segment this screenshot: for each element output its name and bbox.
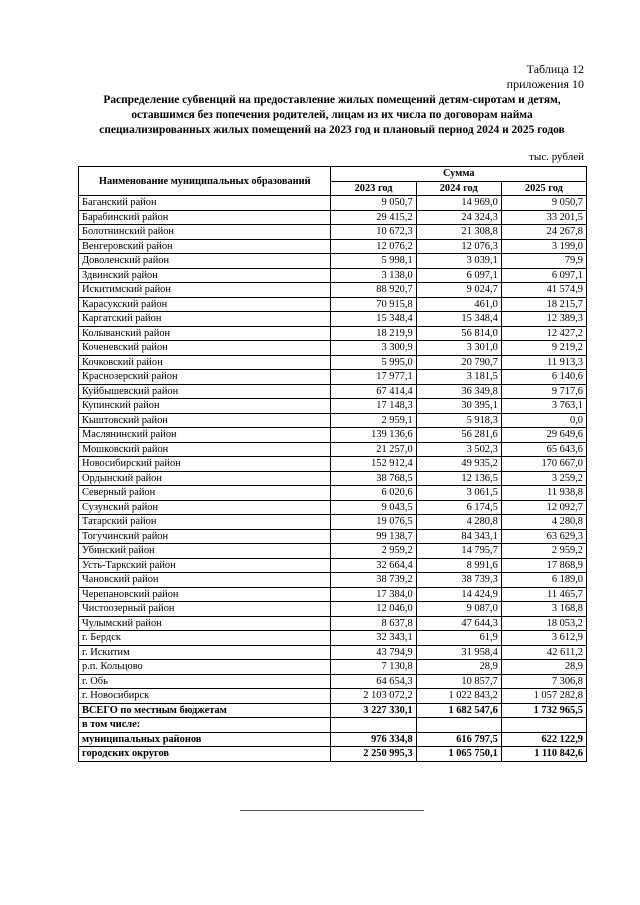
municipality-name-cell: Колыванский район [79, 326, 331, 341]
amount-cell: 88 920,7 [331, 283, 416, 298]
amount-cell: 17 868,9 [501, 558, 586, 573]
amount-cell: 4 280,8 [416, 515, 501, 530]
amount-cell: 36 349,8 [416, 384, 501, 399]
amount-cell: 1 022 843,2 [416, 689, 501, 704]
amount-cell: 38 739,2 [331, 573, 416, 588]
amount-cell: 42 611,2 [501, 645, 586, 660]
table-row [79, 370, 587, 385]
table-row [79, 602, 587, 617]
total-row [79, 703, 587, 718]
amount-cell: 6 097,1 [416, 268, 501, 283]
amount-cell: 24 267,8 [501, 225, 586, 240]
amount-cell: 18 219,9 [331, 326, 416, 341]
amount-cell: 1 057 282,8 [501, 689, 586, 704]
amount-cell: 3 763,1 [501, 399, 586, 414]
amount-cell: 15 348,4 [331, 312, 416, 327]
municipality-name-cell: Тогучинский район [79, 529, 331, 544]
amount-cell: 9 050,7 [331, 196, 416, 211]
amount-cell: 28,9 [416, 660, 501, 675]
amount-cell: 3 039,1 [416, 254, 501, 269]
municipality-name-cell: Баганский район [79, 196, 331, 211]
amount-cell: 11 913,3 [501, 355, 586, 370]
amount-cell: 14 969,0 [416, 196, 501, 211]
municipality-name-cell: Барабинский район [79, 210, 331, 225]
name-column-header: Наименование муниципальных образований [79, 167, 331, 196]
municipality-name-cell: г. Бердск [79, 631, 331, 646]
amount-cell: 31 958,4 [416, 645, 501, 660]
amount-cell: 17 977,1 [331, 370, 416, 385]
amount-cell: 6 097,1 [501, 268, 586, 283]
municipality-name-cell: г. Обь [79, 674, 331, 689]
amount-cell: 8 991,6 [416, 558, 501, 573]
amount-cell: 18 053,2 [501, 616, 586, 631]
table-row [79, 660, 587, 675]
including-label: в том числе: [79, 718, 331, 733]
amount-cell: 6 020,6 [331, 486, 416, 501]
subtotal-row [79, 732, 587, 747]
amount-cell: 20 790,7 [416, 355, 501, 370]
table-row [79, 544, 587, 559]
amount-cell: 33 201,5 [501, 210, 586, 225]
empty-cell [416, 718, 501, 733]
amount-cell: 3 259,2 [501, 471, 586, 486]
amount-cell: 3 061,5 [416, 486, 501, 501]
table-row [79, 457, 587, 472]
municipality-name-cell: Коченевский район [79, 341, 331, 356]
amount-cell: 99 138,7 [331, 529, 416, 544]
table-row [79, 355, 587, 370]
table-caption [507, 62, 584, 92]
table-row [79, 239, 587, 254]
amount-cell: 49 935,2 [416, 457, 501, 472]
amount-cell: 12 076,3 [416, 239, 501, 254]
municipality-name-cell: Северный район [79, 486, 331, 501]
table-row [79, 413, 587, 428]
empty-cell [331, 718, 416, 733]
municipality-name-cell: Кыштовский район [79, 413, 331, 428]
amount-cell: 17 384,0 [331, 587, 416, 602]
table-row [79, 529, 587, 544]
amount-cell: 9 050,7 [501, 196, 586, 211]
amount-cell: 24 324,3 [416, 210, 501, 225]
municipality-name-cell: Сузунский район [79, 500, 331, 515]
amount-cell: 29 649,6 [501, 428, 586, 443]
amount-cell: 12 092,7 [501, 500, 586, 515]
year-header: 2025 год [501, 181, 586, 196]
municipality-name-cell: г. Новосибирск [79, 689, 331, 704]
amount-cell: 32 343,1 [331, 631, 416, 646]
amount-cell: 28,9 [501, 660, 586, 675]
amount-cell: 3 227 330,1 [331, 703, 416, 718]
table-row [79, 210, 587, 225]
amount-cell: 2 959,1 [331, 413, 416, 428]
amount-cell: 461,0 [416, 297, 501, 312]
amount-cell: 139 136,6 [331, 428, 416, 443]
amount-cell: 9 087,0 [416, 602, 501, 617]
amount-cell: 15 348,4 [416, 312, 501, 327]
municipality-name-cell: Искитимский район [79, 283, 331, 298]
amount-cell: 67 414,4 [331, 384, 416, 399]
amount-cell: 6 189,0 [501, 573, 586, 588]
municipality-name-cell: Черепановский район [79, 587, 331, 602]
amount-cell: 7 306,8 [501, 674, 586, 689]
table-row [79, 254, 587, 269]
amount-cell: 30 395,1 [416, 399, 501, 414]
municipality-name-cell: р.п. Кольцово [79, 660, 331, 675]
appendix-label: приложения 10 [506, 77, 584, 91]
table-row [79, 196, 587, 211]
municipality-name-cell: Чистоозерный район [79, 602, 331, 617]
amount-cell: 12 427,2 [501, 326, 586, 341]
municipality-name-cell: муниципальных районов [79, 732, 331, 747]
table-row [79, 486, 587, 501]
amount-cell: 12 389,3 [501, 312, 586, 327]
amount-cell: 56 814,0 [416, 326, 501, 341]
amount-cell: 41 574,9 [501, 283, 586, 298]
year-header: 2023 год [331, 181, 416, 196]
amount-cell: 1 110 842,6 [501, 747, 586, 762]
amount-cell: 38 768,5 [331, 471, 416, 486]
municipality-name-cell: Краснозерский район [79, 370, 331, 385]
amount-cell: 9 717,6 [501, 384, 586, 399]
subsidy-table [78, 166, 587, 762]
amount-cell: 2 103 072,2 [331, 689, 416, 704]
including-row [79, 718, 587, 733]
municipality-name-cell: Чановский район [79, 573, 331, 588]
amount-cell: 12 076,2 [331, 239, 416, 254]
amount-cell: 1 065 750,1 [416, 747, 501, 762]
table-row [79, 689, 587, 704]
amount-cell: 84 343,1 [416, 529, 501, 544]
amount-cell: 0,0 [501, 413, 586, 428]
table-row [79, 558, 587, 573]
amount-cell: 3 612,9 [501, 631, 586, 646]
amount-cell: 17 148,3 [331, 399, 416, 414]
amount-cell: 38 739,3 [416, 573, 501, 588]
amount-cell: 12 136,5 [416, 471, 501, 486]
amount-cell: 79,9 [501, 254, 586, 269]
amount-cell: 616 797,5 [416, 732, 501, 747]
document-title: Распределение субвенций на предоставление жилых помещений детям-сиротам и детям, оставшимся без попечения родителей, лицам из их числа по договорам найма специализированных жилых помещений на 2023 год и плановый период 2024 и 2025 годов [99, 94, 565, 136]
amount-cell: 5 995,0 [331, 355, 416, 370]
amount-cell: 6 140,6 [501, 370, 586, 385]
municipality-name-cell: Новосибирский район [79, 457, 331, 472]
municipality-name-cell: Чулымский район [79, 616, 331, 631]
amount-cell: 65 643,6 [501, 442, 586, 457]
amount-cell: 64 654,3 [331, 674, 416, 689]
amount-cell: 9 219,2 [501, 341, 586, 356]
table-row [79, 326, 587, 341]
municipality-name-cell: Болотнинский район [79, 225, 331, 240]
municipality-name-cell: Купинский район [79, 399, 331, 414]
municipality-name-cell: Здвинский район [79, 268, 331, 283]
table-row [79, 573, 587, 588]
table-row [79, 312, 587, 327]
amount-cell: 29 415,2 [331, 210, 416, 225]
amount-cell: 21 308,8 [416, 225, 501, 240]
municipality-name-cell: Усть-Таркский район [79, 558, 331, 573]
amount-cell: 3 199,0 [501, 239, 586, 254]
amount-cell: 3 301,0 [416, 341, 501, 356]
amount-cell: 5 998,1 [331, 254, 416, 269]
amount-cell: 3 502,3 [416, 442, 501, 457]
amount-cell: 19 076,5 [331, 515, 416, 530]
amount-cell: 3 300,9 [331, 341, 416, 356]
table-row [79, 587, 587, 602]
amount-cell: 21 257,0 [331, 442, 416, 457]
table-row [79, 674, 587, 689]
municipality-name-cell: городских округов [79, 747, 331, 762]
amount-cell: 170 667,0 [501, 457, 586, 472]
amount-cell: 2 250 995,3 [331, 747, 416, 762]
amount-cell: 61,9 [416, 631, 501, 646]
municipality-name-cell: Доволенский район [79, 254, 331, 269]
table-body [79, 196, 587, 762]
table-row [79, 268, 587, 283]
municipality-name-cell: Убинский район [79, 544, 331, 559]
amount-cell: 56 281,6 [416, 428, 501, 443]
amount-cell: 4 280,8 [501, 515, 586, 530]
amount-cell: 1 682 547,6 [416, 703, 501, 718]
amount-cell: 6 174,5 [416, 500, 501, 515]
amount-cell: 2 959,2 [331, 544, 416, 559]
municipality-name-cell: г. Искитим [79, 645, 331, 660]
amount-cell: 5 918,3 [416, 413, 501, 428]
table-row [79, 283, 587, 298]
table-row [79, 442, 587, 457]
municipality-name-cell: Маслянинский район [79, 428, 331, 443]
year-header: 2024 год [416, 181, 501, 196]
amount-cell: 14 424,9 [416, 587, 501, 602]
amount-cell: 2 959,2 [501, 544, 586, 559]
amount-cell: 976 334,8 [331, 732, 416, 747]
amount-cell: 3 181,5 [416, 370, 501, 385]
amount-cell: 622 122,9 [501, 732, 586, 747]
empty-cell [501, 718, 586, 733]
table-number: Таблица 12 [526, 62, 584, 76]
amount-cell: 9 043,5 [331, 500, 416, 515]
table-row [79, 428, 587, 443]
amount-cell: 70 915,8 [331, 297, 416, 312]
amount-cell: 18 215,7 [501, 297, 586, 312]
amount-cell: 32 664,4 [331, 558, 416, 573]
table-row [79, 500, 587, 515]
amount-cell: 3 168,8 [501, 602, 586, 617]
amount-cell: 3 138,0 [331, 268, 416, 283]
amount-cell: 47 644,3 [416, 616, 501, 631]
footer-divider [240, 810, 424, 811]
table-row [79, 471, 587, 486]
municipality-name-cell: Венгеровский район [79, 239, 331, 254]
amount-cell: 63 629,3 [501, 529, 586, 544]
amount-cell: 11 465,7 [501, 587, 586, 602]
table-row [79, 631, 587, 646]
amount-cell: 11 938,8 [501, 486, 586, 501]
table-row [79, 225, 587, 240]
municipality-name-cell: Куйбышевский район [79, 384, 331, 399]
table-row [79, 515, 587, 530]
amount-cell: 9 024,7 [416, 283, 501, 298]
amount-cell: 152 912,4 [331, 457, 416, 472]
amount-cell: 1 732 965,5 [501, 703, 586, 718]
table-row [79, 399, 587, 414]
municipality-name-cell: Карасукский район [79, 297, 331, 312]
amount-cell: 10 857,7 [416, 674, 501, 689]
municipality-name-cell: Ордынский район [79, 471, 331, 486]
table-row [79, 384, 587, 399]
municipality-name-cell: Мошковский район [79, 442, 331, 457]
sum-column-header: Сумма [331, 167, 587, 182]
amount-cell: 10 672,3 [331, 225, 416, 240]
table-row [79, 645, 587, 660]
amount-cell: 14 795,7 [416, 544, 501, 559]
table-row [79, 297, 587, 312]
amount-cell: 8 637,8 [331, 616, 416, 631]
municipality-name-cell: Кочковский район [79, 355, 331, 370]
subtotal-row [79, 747, 587, 762]
table-row [79, 341, 587, 356]
amount-cell: 43 794,9 [331, 645, 416, 660]
table-row [79, 616, 587, 631]
municipality-name-cell: Каргатский район [79, 312, 331, 327]
municipality-name-cell: ВСЕГО по местным бюджетам [79, 703, 331, 718]
amount-cell: 7 130,8 [331, 660, 416, 675]
municipality-name-cell: Татарский район [79, 515, 331, 530]
units-label: тыс. рублей [529, 151, 584, 163]
amount-cell: 12 046,0 [331, 602, 416, 617]
